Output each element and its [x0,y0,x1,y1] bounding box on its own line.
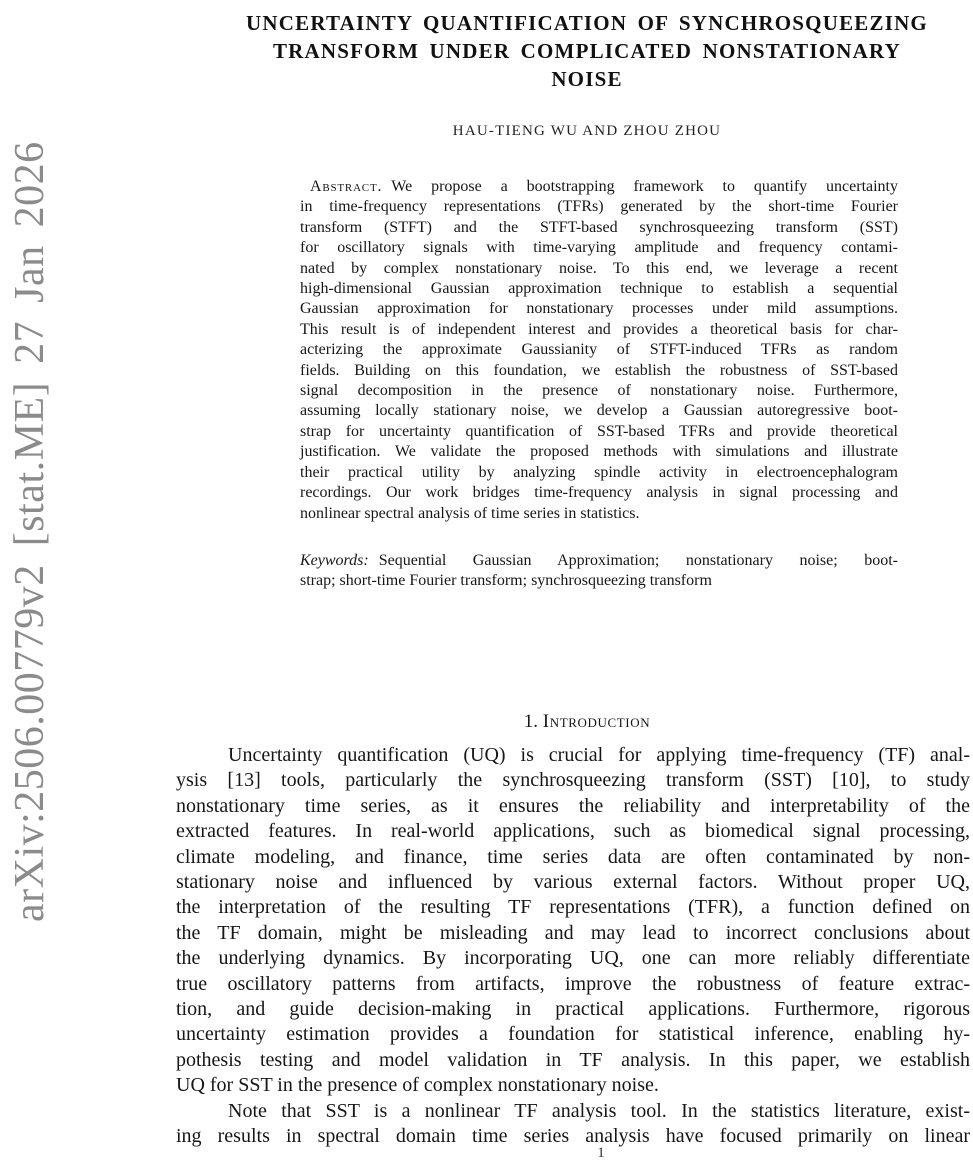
text-line: extracted features. In real-world applications, such as biomedical signal processing, [176,820,970,843]
text-line: true oscillatory patterns from artifacts, improve the robustness of feature extrac- [176,972,970,995]
text-line: This result is of independent interest and provides a theoretical basis for char- [300,320,898,338]
abstract-text [300,197,898,524]
text-line: fields. Building on this foundation, we establish the robustness of SST-based [300,361,898,379]
text-line: nated by complex nonstationary noise. To this end, we leverage a recent [300,259,898,277]
text-line: uncertainty estimation provides a foundation for statistical inference, enabling hy- [176,1023,970,1046]
section-title: Introduction [542,711,651,732]
text-line: nonstationary time series, as it ensures the reliability and interpretability of the [176,794,970,817]
page-number: 1 [597,1145,605,1161]
text-line: the underlying dynamics. By incorporating UQ, one can more reliably differentiate [176,947,970,970]
intro-paragraph-2 [176,1099,970,1150]
text-line: ysis [13] tools, particularly the synchrosqueezing transform (SST) [10], to study [176,769,970,792]
paper-title [190,9,973,93]
arxiv-stamp: arXiv:2506.00779v2 [stat.ME] 27 Jan 2026 [7,141,53,922]
text-line: UQ for SST in the presence of complex nonstationary noise. [176,1074,659,1097]
text-line: the TF domain, might be misleading and may lead to incorrect conclusions about [176,921,970,944]
text-line: justification. We validate the proposed methods with simulations and illustrate [300,443,898,461]
authors-line: HAU-TIENG WU AND ZHOU ZHOU [452,123,722,139]
text-line: strap for uncertainty quantification of SST-based TFRs and provide theoretical [300,422,898,440]
keywords-first-line [300,551,898,571]
abstract-heading: Abstract. [310,178,383,195]
text-line: climate modeling, and finance, time series data are often contaminated by non- [176,845,970,868]
text-line: the interpretation of the resulting TF representations (TFR), a function defined on [176,896,970,919]
text-line: nonlinear spectral analysis of time series in statistics. [300,504,640,522]
intro-paragraph-1 [176,743,970,1099]
text-line: ing results in spectral domain time series analysis have focused primarily on linear [176,1125,970,1148]
text-line: signal decomposition in the presence of nonstationary noise. Furthermore, [300,382,898,400]
section-number: 1. [523,711,539,732]
text-line: pothesis testing and model validation in TF analysis. In this paper, we establish [176,1048,970,1071]
text-line: TRANSFORM UNDER COMPLICATED NONSTATIONARY [272,39,902,64]
abstract-section [300,177,898,524]
keywords-section [300,551,898,592]
text-line: assuming locally stationary noise, we develop a Gaussian autoregressive boot- [300,402,898,420]
abstract-first-line [300,177,898,197]
text-line: their practical utility by analyzing spindle activity in electroencephalogram [300,463,898,481]
text-line: Gaussian approximation for nonstationary processes under mild assumptions. [300,300,898,318]
text-line: tion, and guide decision-making in practical applications. Furthermore, rigorous [176,998,970,1021]
text-line: Uncertainty quantification (UQ) is crucial for applying time-frequency (TF) anal- [228,744,970,766]
text-line: NOISE [551,67,623,92]
text-line: in time-frequency representations (TFRs) generated by the short-time Fourier [300,198,898,216]
text-line: stationary noise and influenced by various external factors. Without proper UQ, [176,871,970,894]
keywords-first-line-text: Sequential Gaussian Approximation; nonstationary noise; boot- [378,552,898,569]
keywords-label: Keywords: [300,552,369,569]
text-line: UNCERTAINTY QUANTIFICATION OF SYNCHROSQUEEZING [246,11,928,36]
keywords-last-line: strap; short-time Fourier transform; synchrosqueezing transform [300,572,712,590]
text-line: high-dimensional Gaussian approximation technique to establish a sequential [300,280,898,298]
text-line: for oscillatory signals with time-varying amplitude and frequency contami- [300,239,898,257]
text-line: acterizing the approximate Gaussianity of STFT-induced TFRs as random [300,341,898,359]
section-heading-introduction [190,711,973,733]
abstract-first-line-text: We propose a bootstrapping framework to quantify uncertainty [391,178,898,195]
text-line: Note that SST is a nonlinear TF analysis tool. In the statistics literature, exist- [228,1100,970,1122]
text-line: recordings. Our work bridges time-frequency analysis in signal processing and [300,484,898,502]
text-line: transform (STFT) and the STFT-based synchrosqueezing transform (SST) [300,218,898,236]
